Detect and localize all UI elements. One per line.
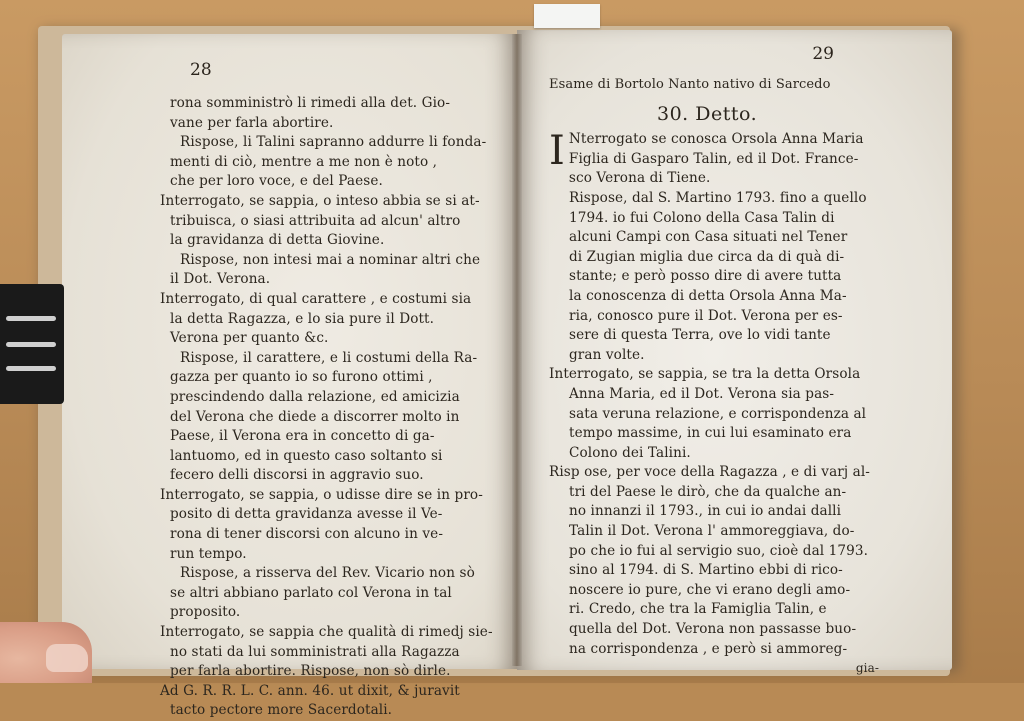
text-line: stante; e però posso dire di avere tutta <box>569 268 842 285</box>
text-line: tri del Paese le dirò, che da qualche an- <box>569 483 847 500</box>
text-line: Figlia di Gasparo Talin, ed il Dot. France- <box>568 150 859 167</box>
binder-clip-wire <box>6 366 56 371</box>
binder-clip <box>0 284 64 404</box>
text-line: del Verona che diede a discorrer molto in <box>170 408 460 425</box>
text-line: prescindendo dalla relazione, ed amicizia <box>170 388 460 405</box>
left-page <box>62 34 517 719</box>
text-line: Anna Maria, ed il Dot. Verona sia pas- <box>569 385 835 402</box>
text-line: Rispose, dal S. Martino 1793. fino a quello <box>569 189 867 206</box>
text-line: Interrogato, se sappia, se tra la detta Orsola <box>549 366 861 383</box>
paper-tab <box>534 4 600 28</box>
text-line: Risp ose, per voce della Ragazza , e di varj al- <box>549 464 870 481</box>
text-line: gran volte. <box>569 346 645 363</box>
text-line: gazza per quanto io so furono ottimi , <box>170 369 433 386</box>
text-line: Talin il Dot. Verona l' ammoreggiava, do- <box>569 523 855 540</box>
text-line: na corrispondenza , e però si ammoreg- <box>569 640 848 657</box>
text-line: Rispose, non intesi mai a nominar altri che <box>180 251 481 268</box>
text-line: la gravidanza di detta Giovine. <box>170 232 385 249</box>
text-line: Interrogato, se sappia che qualità di rimedj sie- <box>160 624 493 641</box>
text-line: Rispose, li Talini sapranno addurre li fonda- <box>180 134 487 151</box>
text-line: Paese, il Verona era in concetto di ga- <box>170 428 435 445</box>
text-line: rona di tener discorsi con alcuno in ve- <box>170 526 444 543</box>
text-line: no stati da lui somministrati alla Ragazza <box>170 643 460 660</box>
text-line: vane per farla abortire. <box>170 114 334 131</box>
thumb-nail <box>46 644 88 672</box>
text-line: Ad G. R. R. L. C. ann. 46. ut dixit, & juravit <box>160 682 460 699</box>
text-line: posito di detta gravidanza avesse il Ve- <box>170 506 443 523</box>
text-line: sco Verona di Tiene. <box>568 170 711 187</box>
text-line: il Dot. Verona. <box>170 271 271 288</box>
text-line: ri. Credo, che tra la Famiglia Talin, e <box>569 601 827 618</box>
text-line: se altri abbiano parlato col Verona in tal <box>170 584 452 601</box>
text-line: 1794. io fui Colono della Casa Talin di <box>569 209 835 226</box>
text-line: run tempo. <box>170 545 247 562</box>
text-line: noscere io pure, che vi erano degli amo- <box>569 581 851 598</box>
text-line: tacto pectore more Sacerdotali. <box>170 702 393 719</box>
text-line: Rispose, a risserva del Rev. Vicario non sò <box>180 565 475 582</box>
text-line: menti di ciò, mentre a me non è noto , <box>170 153 438 170</box>
text-line: di Zugian miglia due circa da di quà di- <box>569 248 845 265</box>
text-line: sata veruna relazione, e corrispondenza al <box>569 405 867 422</box>
text-line: sere di questa Terra, ove lo vidi tante <box>569 327 831 344</box>
running-head: Esame di Bortolo Nanto nativo di Sarcedo <box>549 77 831 92</box>
text-line: Interrogato, di qual carattere , e costumi sia <box>160 290 472 307</box>
binder-clip-wire <box>6 342 56 347</box>
text-line: quella del Dot. Verona non passasse buo- <box>569 621 857 638</box>
right-page-number: 29 <box>812 44 834 64</box>
text-line: Interrogato, se sappia, o inteso abbia se si at- <box>160 192 480 209</box>
text-line: Rispose, il carattere, e li costumi della Ra- <box>180 349 478 366</box>
text-line: la conoscenza di detta Orsola Anna Ma- <box>569 287 847 304</box>
book-gutter <box>512 34 522 666</box>
text-line: fecero delli discorsi in aggravio suo. <box>170 467 424 484</box>
text-line: rona somministrò li rimedi alla det. Gio- <box>170 95 451 111</box>
text-line: la detta Ragazza, e lo sia pure il Dott. <box>170 310 435 327</box>
text-line: Verona per quanto &c. <box>170 330 329 347</box>
text-line: Interrogato, se sappia, o udisse dire se in pro- <box>160 486 483 503</box>
text-line: lantuomo, ed in questo caso soltanto si <box>170 447 443 464</box>
text-line: per farla abortire. Rispose, non sò dirle. <box>170 663 451 680</box>
binder-clip-wire <box>6 316 56 321</box>
right-page-text <box>549 75 899 679</box>
text-line: che per loro voce, e del Paese. <box>170 173 383 190</box>
section-title: 30. Detto. <box>657 102 758 125</box>
right-page <box>517 30 952 676</box>
text-line: tempo massime, in cui lui esaminato era <box>569 425 852 442</box>
catchword: gia- <box>855 661 879 676</box>
text-line: po che io fui al servigio suo, cioè dal 1793. <box>569 542 869 559</box>
drop-cap: I <box>549 128 565 175</box>
text-line: alcuni Campi con Casa situati nel Tener <box>569 229 848 246</box>
text-line: no innanzi il 1793., in cui io andai dalli <box>569 503 842 520</box>
left-page-number: 28 <box>190 60 212 80</box>
text-line: sino al 1794. di S. Martino ebbi di rico- <box>569 562 843 579</box>
text-line: Colono dei Talini. <box>569 444 691 461</box>
text-line: tribuisca, o siasi attribuita ad alcun' altro <box>170 212 461 229</box>
text-line: ria, conosco pure il Dot. Verona per es- <box>569 307 843 324</box>
text-line: Nterrogato se conosca Orsola Anna Maria <box>568 131 864 148</box>
text-line: proposito. <box>170 604 241 621</box>
left-page-text <box>160 94 500 721</box>
right-page-body <box>549 130 899 659</box>
